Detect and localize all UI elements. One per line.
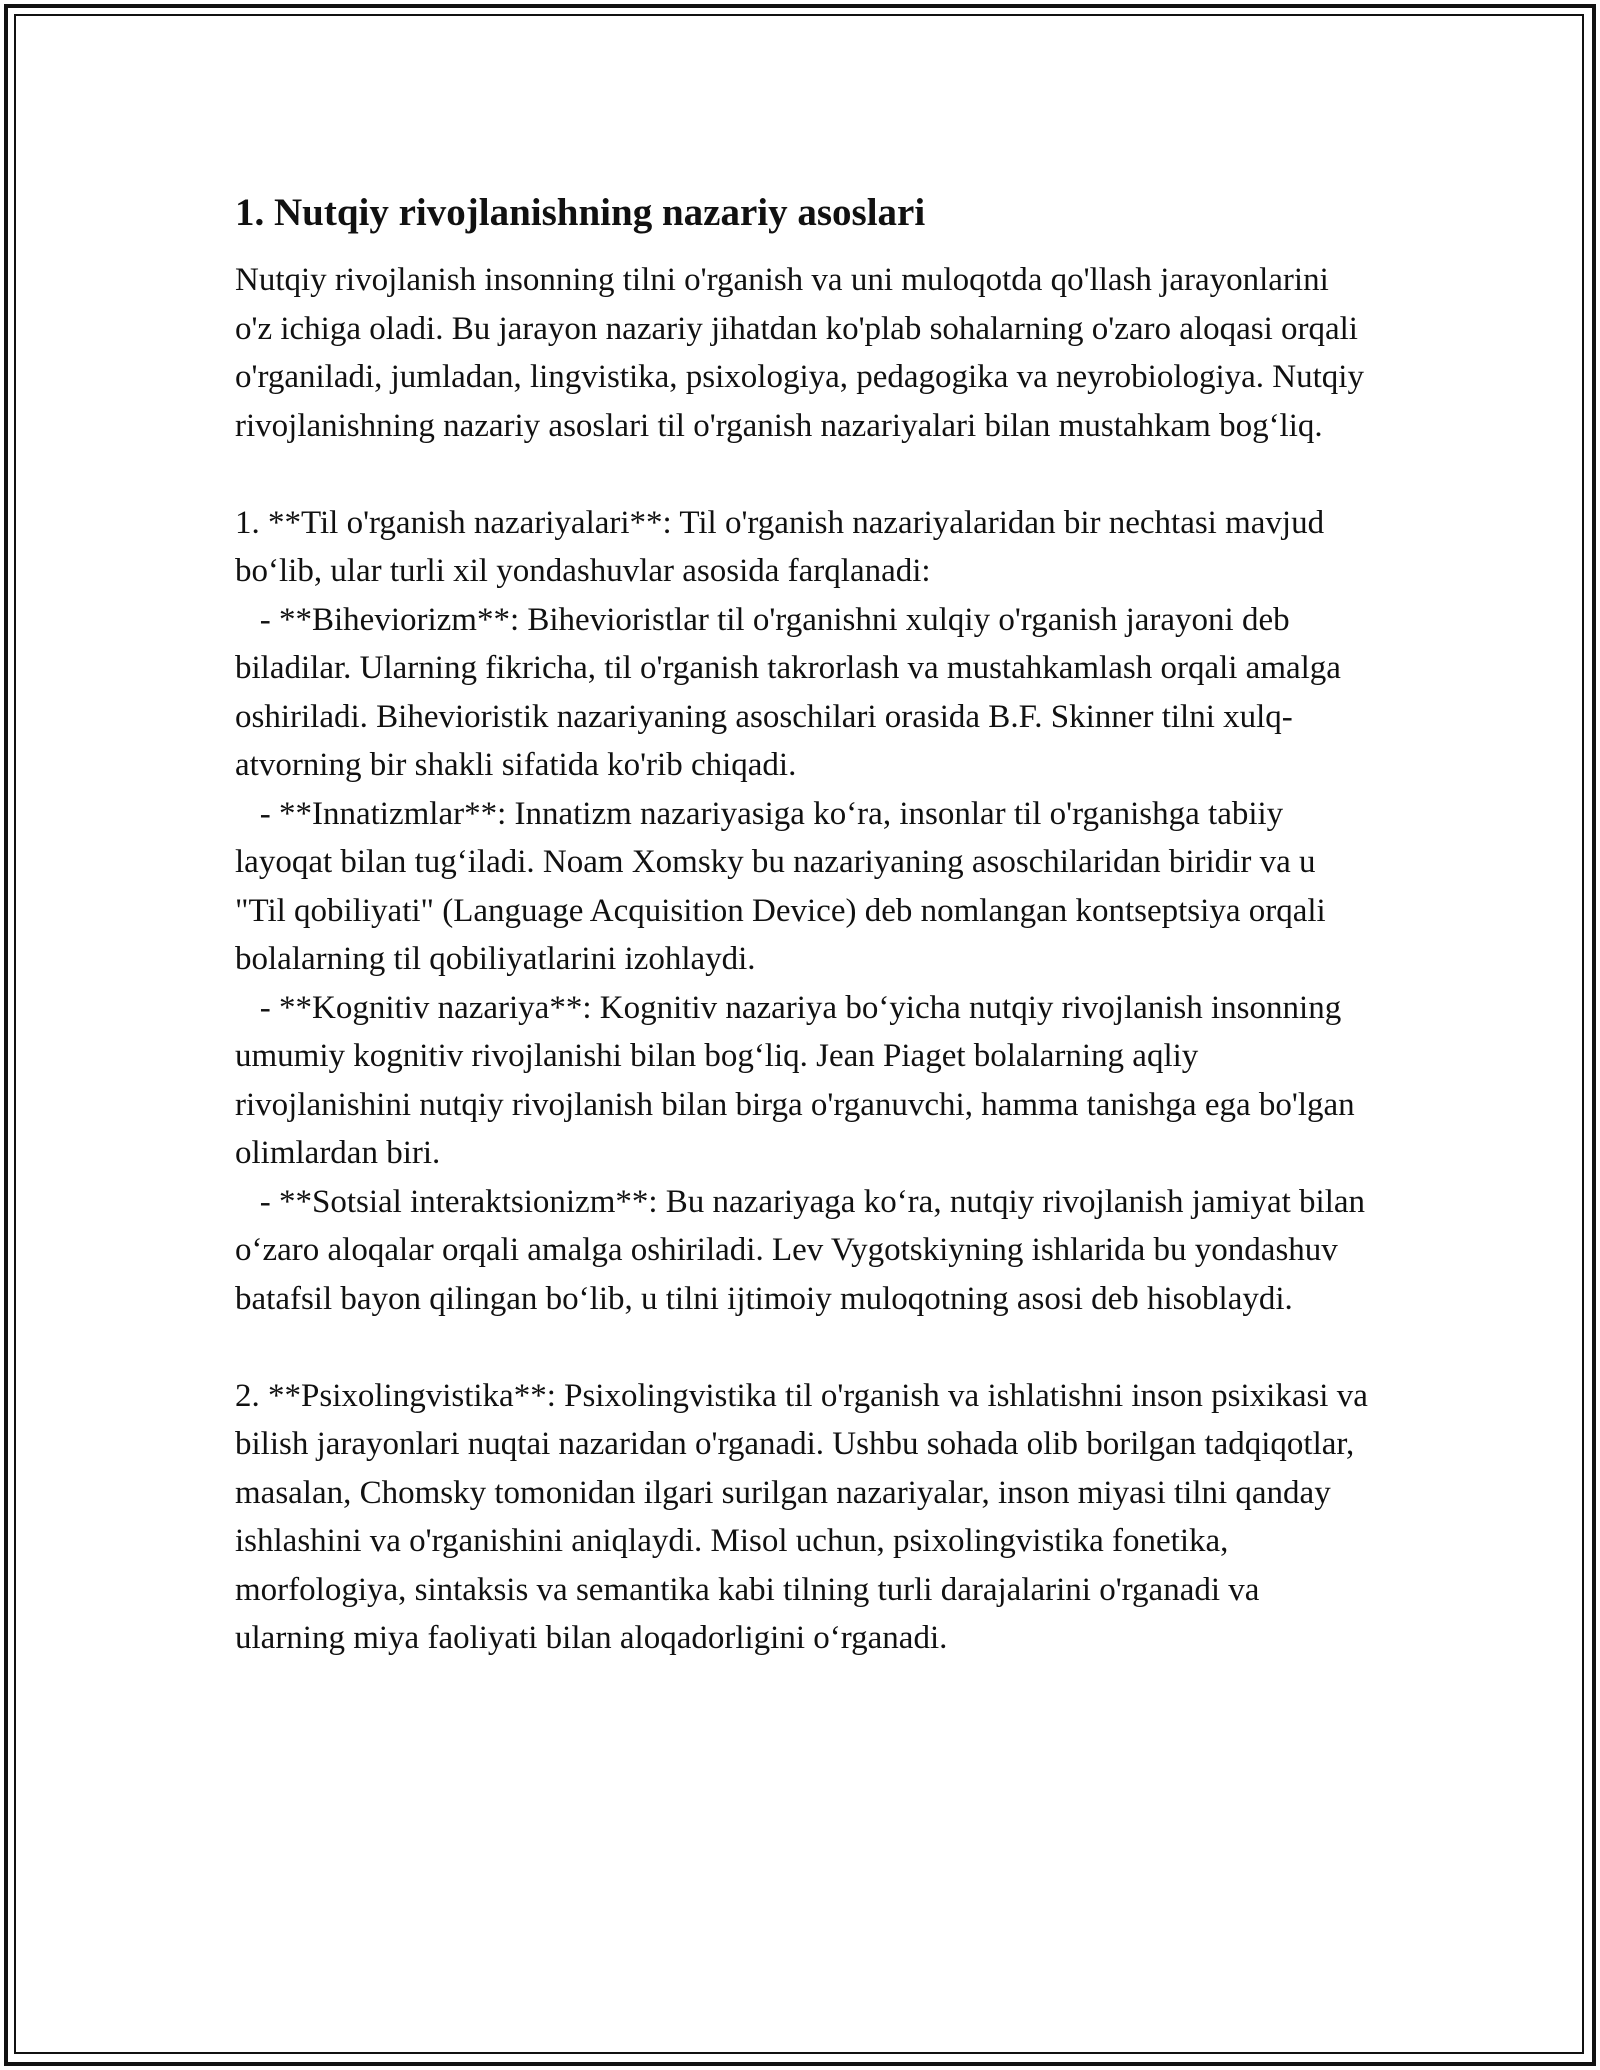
list-item-social-interactionism: - **Sotsial interaktsionizm**: Bu nazariyaga ko‘ra, nutqiy rivojlanish jamiyat bilan o‘zaro aloqalar orqali amalga oshiriladi. Lev Vygotskiyning ishlarida bu yondashuv batafsil bayon qilingan bo‘lib, u tilni ijtimoiy muloqotning asosi deb hisoblaydi. <box>235 1183 1374 1317</box>
list-item-innatism: - **Innatizmlar**: Innatizm nazariyasiga ko‘ra, insonlar til o'rganishga tabiiy layoqat bilan tug‘iladi. Noam Xomsky bu nazariyaning asoschilaridan biridir va u "Til qobiliyati" (Language Acquisition Device) deb nomlangan kontseptsiya orqali bolalarning til qobiliyatlarini izohlaydi. <box>235 795 1334 977</box>
list-item-cognitive: - **Kognitiv nazariya**: Kognitiv nazariya bo‘yicha nutqiy rivojlanish insonning umumiy kognitiv rivojlanishi bilan bog‘liq. Jean Piaget bolalarning aqliy rivojlanishini nutqiy rivojlanish bilan birga o'rganuvchi, hamma tanishga ega bo'lgan olimlardan biri. <box>235 989 1363 1171</box>
list-item-behaviorism: - **Biheviorizm**: Bihevioristlar til o'rganishni xulqiy o'rganish jarayoni deb biladilar. Ularning fikricha, til o'rganish takrorlash va mustahkamlash orqali amalga oshiriladi. Bihevioristik nazariyaning asoschilari orasida B.F. Skinner tilni xulq-atvorning bir shakli sifatida ko'rib chiqadi. <box>235 601 1350 783</box>
section2-paragraph: 2. **Psixolingvistika**: Psixolingvistika til o'rganish va ishlatishni inson psixikasi va bilish jarayonlari nuqtai nazaridan o'rganadi. Ushbu sohada olib borilgan tadqiqotlar, masalan, Chomsky tomonidan ilgari surilgan nazariyalar, inson miyasi tilni qanday ishlashini va o'rganishini aniqlaydi. Misol uchun, psixolingvistika fonetika, morfologiya, sintaksis va semantika kabi tilning turli darajalarini o'rganadi va ularning miya faoliyati bilan aloqadorligini o‘rganadi. <box>235 1377 1377 1656</box>
document-body <box>235 190 1377 1663</box>
paragraph-spacer <box>235 450 1370 499</box>
paragraph-spacer <box>235 1323 1370 1372</box>
intro-paragraph: Nutqiy rivojlanish insonning tilni o'rganish va uni muloqotda qo'llash jarayonlarini o'z ichiga oladi. Bu jarayon nazariy jihatdan ko'plab sohalarning o'zaro aloqasi orqali o'rganiladi, jumladan, lingvistika, psixologiya, pedagogika va neyrobiologiya. Nutqiy rivojlanishning nazariy asoslari til o'rganish nazariyalari bilan mustahkam bog‘liq. <box>235 262 1373 444</box>
section1-intro: 1. **Til o'rganish nazariyalari**: Til o'rganish nazariyalaridan bir nechtasi mavjud bo‘lib, ular turli xil yondashuvlar asosida farqlanadi: <box>235 504 1333 589</box>
section-heading: 1. Nutqiy rivojlanishning nazariy asoslari <box>235 191 926 234</box>
